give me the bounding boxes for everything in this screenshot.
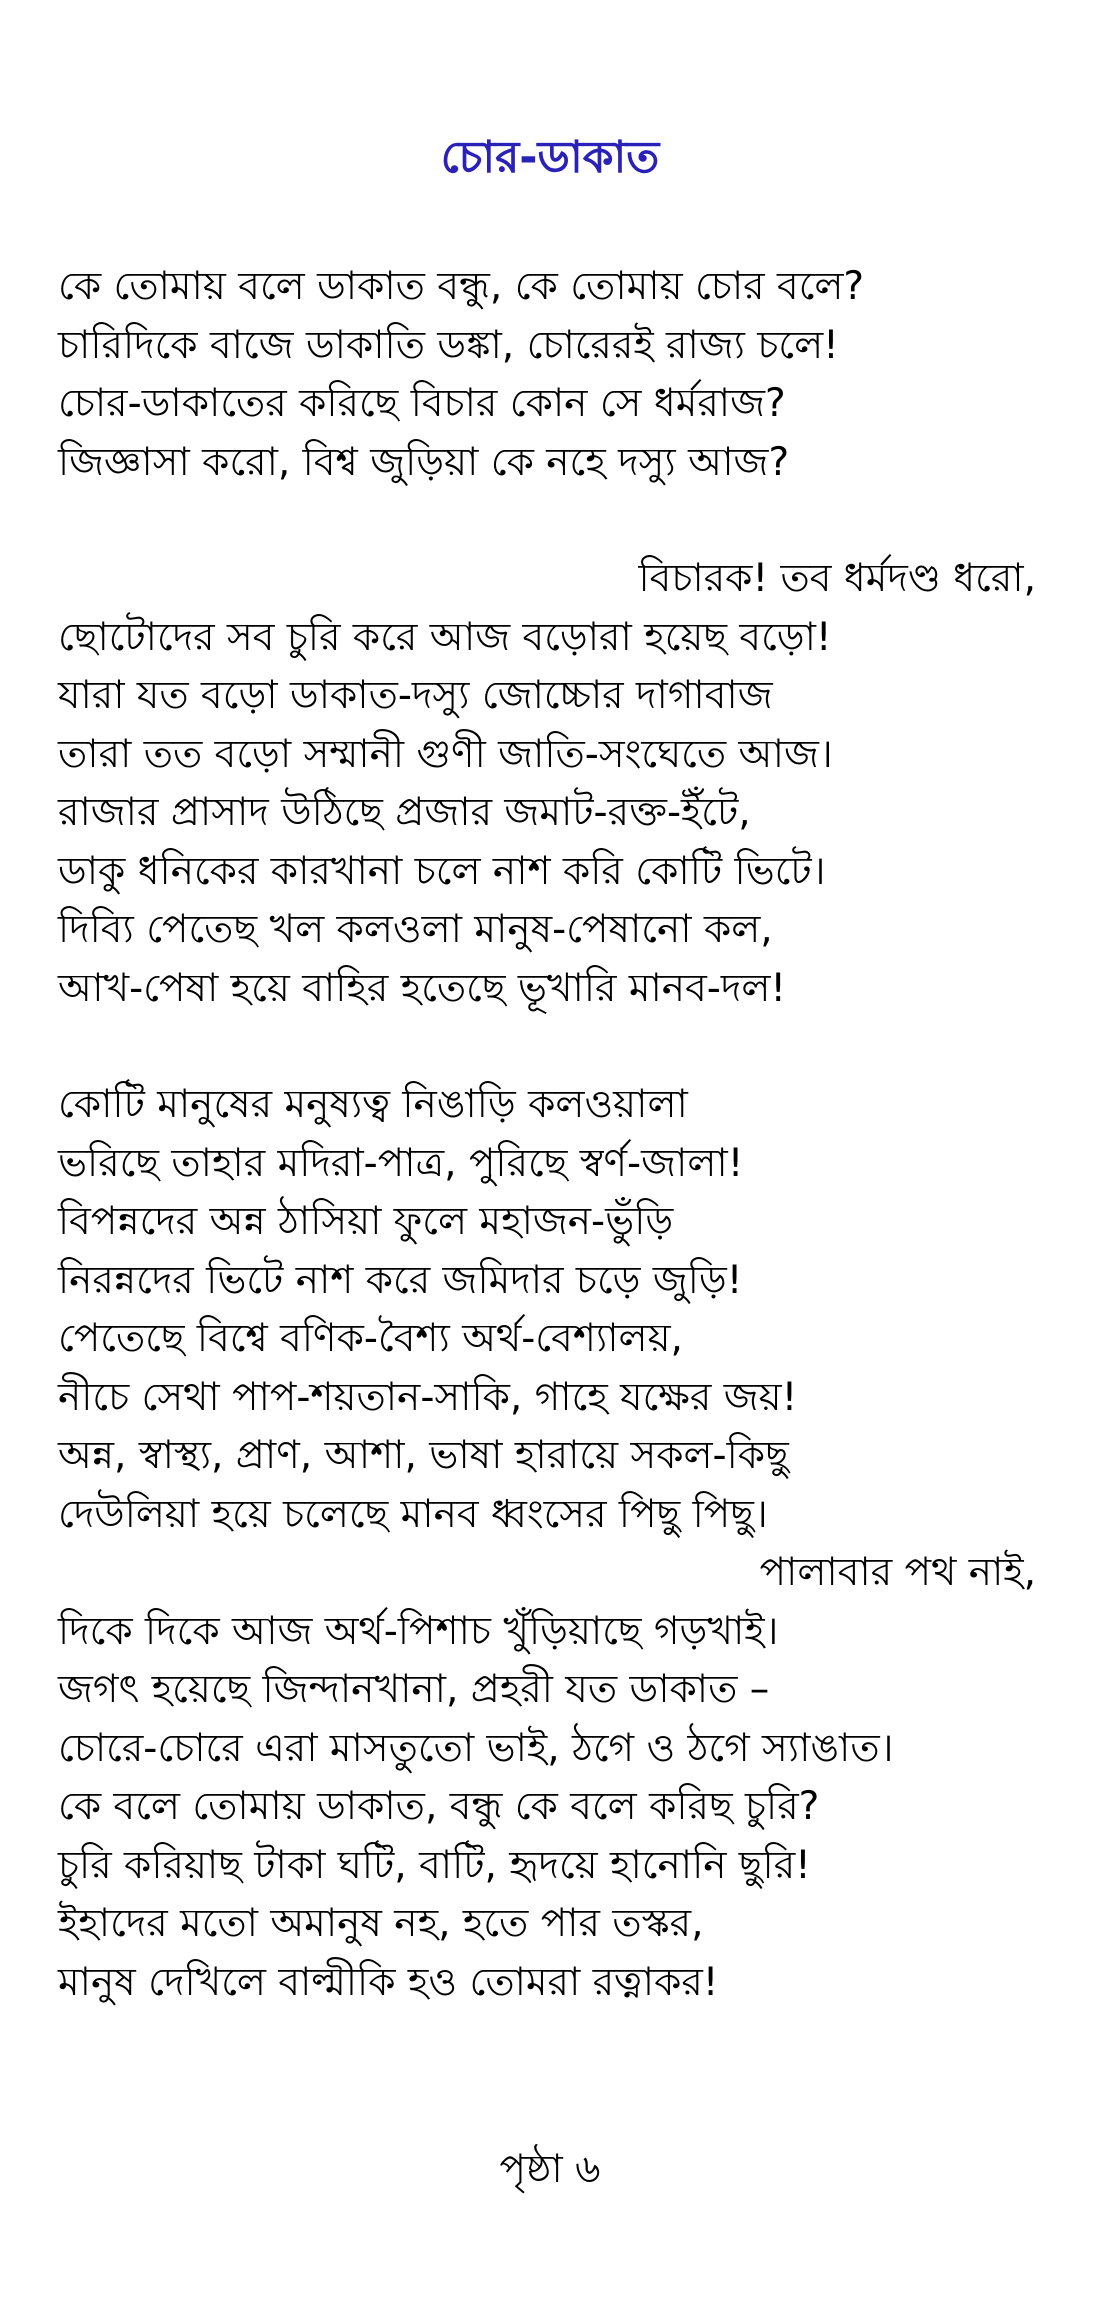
- poem-line: চোরে-চোরে এরা মাসতুতো ভাই, ঠগে ও ঠগে স্যাঙাত।: [58, 1725, 894, 1771]
- poem-line: তারা তত বড়ো সম্মানী গুণী জাতি-সংঘেতে আজ।: [58, 731, 833, 777]
- stanza: [58, 550, 1048, 1018]
- poem-line: ইহাদের মতো অমানুষ নহ, হতে পার তস্কর,: [58, 1901, 704, 1946]
- poem-line: ছোটোদের সব চুরি করে আজ বড়োরা হয়েছ বড়ো!: [58, 614, 832, 660]
- poem-line: দিকে দিকে আজ অর্থ-পিশাচ খুঁড়িয়াছে গড়খাই।: [58, 1608, 779, 1654]
- poem-line: কোটি মানুষের মনুষ্যত্ব নিঙাড়ি কলওয়ালা: [58, 1082, 688, 1127]
- page-title: চোর-ডাকাত: [440, 132, 660, 183]
- poem-line: মানুষ দেখিলে বাল্মীকি হও তোমরা রত্নাকর!: [58, 1959, 719, 2005]
- stanza: [58, 1076, 1048, 2012]
- poem-line: চুরি করিয়াছ টাকা ঘটি, বাটি, হৃদয়ে হানোনি ছুরি!: [58, 1842, 811, 1888]
- poem-line: দিব্যি পেতেছ খল কলওলা মানুষ-পেষানো কল,: [58, 907, 773, 952]
- poem-line: অন্ন, স্বাস্থ্য, প্রাণ, আশা, ভাষা হারায়ে সকল-কিছু: [58, 1433, 789, 1478]
- poem-line: জিজ্ঞাসা করো, বিশ্ব জুড়িয়া কে নহে দস্যু আজ?: [58, 439, 790, 485]
- poem-line: নিরন্নদের ভিটে নাশ করে জমিদার চড়ে জুড়ি!: [58, 1257, 743, 1303]
- poem-line: চোর-ডাকাতের করিছে বিচার কোন সে ধর্মরাজ?: [58, 381, 786, 426]
- poem-line: পেতেছে বিশ্বে বণিক-বৈশ্য অর্থ-বেশ্যালয়,: [58, 1316, 683, 1361]
- poem-body: [58, 258, 1048, 2012]
- poem-line: ভরিছে তাহার মদিরা-পাত্র, পুরিছে স্বর্ণ-জালা!: [58, 1140, 744, 1186]
- poem-line: যারা যত বড়ো ডাকাত-দস্যু জোচ্চোর দাগাবাজ: [58, 673, 773, 718]
- poem-line: বিপন্নদের অন্ন ঠাসিয়া ফুলে মহাজন-ভুঁড়ি: [58, 1199, 674, 1244]
- poem-line: দেউলিয়া হয়ে চলেছে মানব ধ্বংসের পিছু পিছু।: [58, 1491, 768, 1537]
- poem-line: বিচারক! তব ধর্মদণ্ড ধরো,: [638, 556, 1036, 601]
- poem-line: জগৎ হয়েছে জিন্দানখানা, প্রহরী যত ডাকাত –: [58, 1667, 770, 1712]
- poem-line: আখ-পেষা হয়ে বাহির হতেছে ভূখারি মানব-দল!: [58, 965, 787, 1011]
- poem-line: রাজার প্রাসাদ উঠিছে প্রজার জমাট-রক্ত-ইঁটে,: [58, 790, 751, 835]
- stanza-gap: [58, 1018, 1048, 1076]
- poem-line: নীচে সেথা পাপ-শয়তান-সাকি, গাহে যক্ষের জয়!: [58, 1374, 798, 1420]
- poem-line: চারিদিকে বাজে ডাকাতি ডঙ্কা, চোরেরই রাজ্য চলে!: [58, 322, 839, 368]
- page-number: পৃষ্ঠা ৬: [499, 2147, 601, 2192]
- poem-line: ডাকু ধনিকের কারখানা চলে নাশ করি কোটি ভিটে।: [58, 848, 826, 894]
- stanza-gap: [58, 492, 1048, 550]
- poem-line: কে তোমায় বলে ডাকাত বন্ধু, কে তোমায় চোর বলে?: [58, 264, 865, 309]
- poem-line: কে বলে তোমায় ডাকাত, বন্ধু কে বলে করিছ চুরি?: [58, 1784, 820, 1829]
- poem-line: পালাবার পথ নাই,: [759, 1550, 1036, 1595]
- stanza: [58, 258, 1048, 492]
